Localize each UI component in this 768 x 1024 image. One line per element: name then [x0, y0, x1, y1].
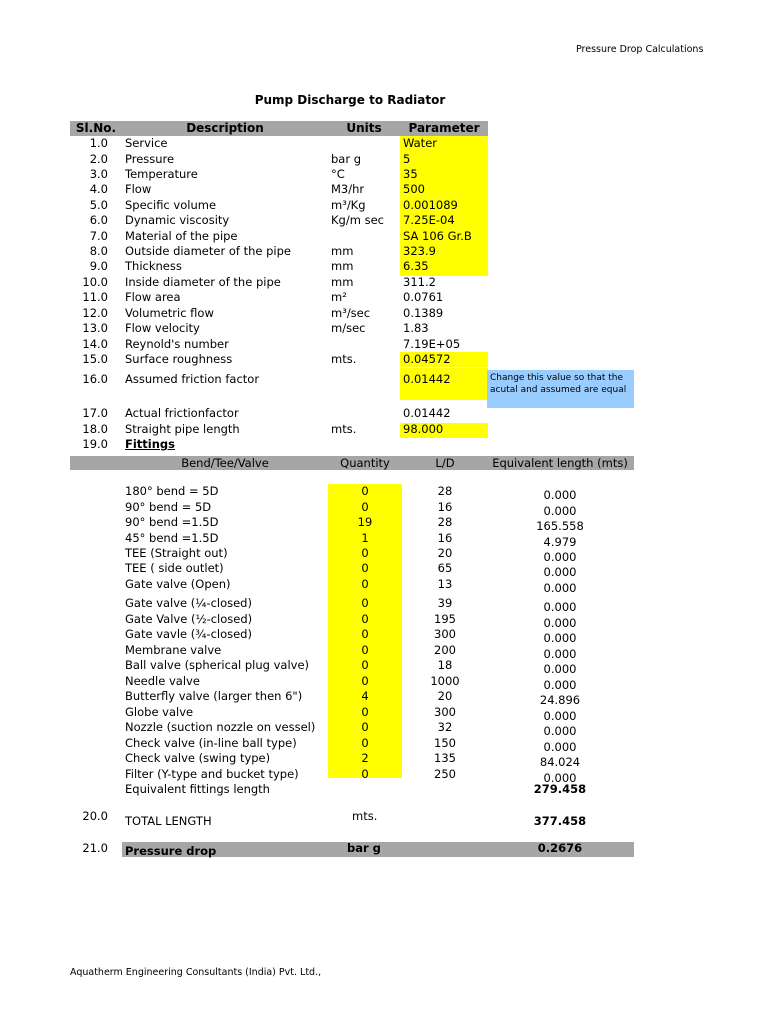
header-parameter: Parameter	[408, 121, 480, 135]
fitting-name: Gate Valve (½-closed)	[125, 612, 253, 626]
total-length-label: TOTAL LENGTH	[125, 814, 212, 828]
fitting-name: TEE ( side outlet)	[125, 561, 224, 575]
row-number: 12.0	[82, 306, 108, 320]
row-parameter: 1.83	[403, 321, 429, 335]
row-number: 7.0	[89, 229, 108, 243]
fitting-equiv-length: 0.000	[543, 581, 577, 595]
header-units: Units	[346, 121, 382, 135]
row-description: Volumetric flow	[125, 306, 214, 320]
row-unit: °C	[331, 167, 345, 181]
pressure-drop-value: 0.2676	[537, 841, 583, 855]
fitting-equiv-length: 165.558	[536, 519, 584, 533]
row-parameter: 0.0761	[403, 290, 444, 304]
fitting-equiv-length: 0.000	[543, 724, 577, 738]
fitting-quantity: 19	[357, 515, 373, 529]
pressure-drop-unit: bar g	[347, 841, 381, 855]
fitting-equiv-length: 0.000	[543, 647, 577, 661]
total-length-no: 20.0	[82, 809, 108, 823]
fitting-quantity: 0	[361, 612, 369, 626]
fitting-quantity: 0	[361, 658, 369, 672]
fitting-quantity: 0	[361, 546, 369, 560]
fitting-ld: 32	[437, 720, 453, 734]
fitting-ld: 20	[437, 689, 453, 703]
fitting-quantity: 0	[361, 720, 369, 734]
fitting-quantity: 0	[361, 561, 369, 575]
friction-factor-note: Change this value so that the acutal and assumed are equal	[487, 370, 634, 408]
fitting-equiv-length: 0.000	[543, 662, 577, 676]
fitting-ld: 300	[434, 705, 456, 719]
page-title: Pump Discharge to Radiator	[254, 93, 446, 107]
pressure-drop-no: 21.0	[82, 841, 108, 855]
fitting-ld: 65	[437, 561, 453, 575]
row-parameter: 6.35	[403, 259, 429, 273]
row-description: Specific volume	[125, 198, 217, 212]
row-parameter: 0.04572	[403, 352, 451, 366]
row-description: Flow velocity	[125, 321, 200, 335]
fitting-ld: 195	[434, 612, 456, 626]
fitting-quantity: 0	[361, 627, 369, 641]
fitting-name: Gate valve (¼-closed)	[125, 596, 252, 610]
row-description: Pressure	[125, 152, 175, 166]
row-number: 9.0	[89, 259, 108, 273]
fitting-quantity: 4	[361, 689, 369, 703]
fitting-quantity: 1	[361, 531, 369, 545]
fitting-equiv-length: 0.000	[543, 504, 577, 518]
row-parameter: 5	[403, 152, 411, 166]
row-unit: m³/sec	[331, 306, 371, 320]
row-description: Surface roughness	[125, 352, 233, 366]
fitting-equiv-length: 0.000	[543, 709, 577, 723]
row-description: Temperature	[125, 167, 198, 181]
row-number: 11.0	[82, 290, 108, 304]
fitting-quantity: 0	[361, 674, 369, 688]
row-description: Assumed friction factor	[125, 372, 260, 386]
row-number: 1.0	[89, 136, 108, 150]
fitting-quantity: 0	[361, 736, 369, 750]
fitting-quantity: 0	[361, 596, 369, 610]
fitting-ld: 28	[437, 515, 453, 529]
row-unit: mts.	[331, 352, 357, 366]
row-number: 5.0	[89, 198, 108, 212]
company-footer: Aquatherm Engineering Consultants (India) Pvt. Ltd.,	[70, 967, 322, 978]
row-unit: bar g	[331, 152, 362, 166]
fitting-name: Needle valve	[125, 674, 200, 688]
row-description: Thickness	[125, 259, 182, 273]
fitting-quantity: 0	[361, 767, 369, 781]
fitting-name: Check valve (in-line ball type)	[125, 736, 297, 750]
document-header: Pressure Drop Calculations	[576, 44, 704, 55]
total-length-value: 377.458	[533, 814, 587, 828]
fittings-header-quantity: Quantity	[340, 456, 390, 470]
fitting-ld: 13	[437, 577, 453, 591]
row-parameter: 0.01442	[403, 406, 451, 420]
fitting-quantity: 0	[361, 484, 369, 498]
row-description: Service	[125, 136, 168, 150]
row-description: Outside diameter of the pipe	[125, 244, 291, 258]
row-parameter: SA 106 Gr.B	[403, 229, 472, 243]
header-description: Description	[186, 121, 264, 135]
row-description: Flow	[125, 182, 152, 196]
fitting-ld: 16	[437, 531, 453, 545]
fittings-header-equiv: Equivalent length (mts)	[492, 456, 628, 470]
row-number: 4.0	[89, 182, 108, 196]
fitting-name: Globe valve	[125, 705, 194, 719]
fitting-equiv-length: 0.000	[543, 771, 577, 785]
fitting-equiv-length: 0.000	[543, 550, 577, 564]
row-number: 14.0	[82, 337, 108, 351]
fitting-ld: 150	[434, 736, 456, 750]
fitting-equiv-length: 84.024	[539, 755, 581, 769]
row-unit: m/sec	[331, 321, 366, 335]
row-parameter: Water	[403, 136, 437, 150]
fitting-quantity: 0	[361, 500, 369, 514]
fitting-name: Gate valve (Open)	[125, 577, 231, 591]
fitting-name: Ball valve (spherical plug valve)	[125, 658, 310, 672]
row-unit: m²	[331, 290, 347, 304]
row-number: 2.0	[89, 152, 108, 166]
row-parameter: 7.25E-04	[403, 213, 455, 227]
fitting-name: Check valve (swing type)	[125, 751, 271, 765]
row-number: 18.0	[82, 422, 108, 436]
header-sl-no: Sl.No.	[75, 121, 117, 135]
row-unit: mm	[331, 275, 354, 289]
fitting-ld: 200	[434, 643, 456, 657]
fittings-header-name: Bend/Tee/Valve	[181, 456, 269, 470]
row-unit: mm	[331, 244, 354, 258]
fitting-ld: 18	[437, 658, 453, 672]
equiv-fittings-value: 279.458	[533, 782, 587, 796]
row-description: Dynamic viscosity	[125, 213, 230, 227]
fitting-ld: 300	[434, 627, 456, 641]
fitting-ld: 39	[437, 596, 453, 610]
row-number: 16.0	[82, 372, 108, 386]
row-unit: Kg/m sec	[331, 213, 384, 227]
fitting-ld: 20	[437, 546, 453, 560]
row-parameter: 7.19E+05	[403, 337, 461, 351]
row-description: Inside diameter of the pipe	[125, 275, 281, 289]
fitting-quantity: 0	[361, 705, 369, 719]
fitting-name: Butterfly valve (larger then 6")	[125, 689, 303, 703]
row-number: 8.0	[89, 244, 108, 258]
fittings-header-ld: L/D	[435, 456, 455, 470]
fitting-name: 90° bend = 5D	[125, 500, 212, 514]
row-number: 15.0	[82, 352, 108, 366]
fitting-equiv-length: 0.000	[543, 616, 577, 630]
fitting-ld: 16	[437, 500, 453, 514]
row-unit: m³/Kg	[331, 198, 366, 212]
row-description: Reynold's number	[125, 337, 229, 351]
fitting-name: 90° bend =1.5D	[125, 515, 219, 529]
fitting-ld: 250	[434, 767, 456, 781]
fitting-name: Membrane valve	[125, 643, 222, 657]
row-description: Actual frictionfactor	[125, 406, 239, 420]
fitting-name: Gate vavle (¾-closed)	[125, 627, 252, 641]
row-parameter: 0.1389	[403, 306, 444, 320]
row-parameter: 0.01442	[403, 372, 451, 386]
row-description: Straight pipe length	[125, 422, 240, 436]
row-description: Fittings	[125, 437, 175, 451]
fitting-name: 180° bend = 5D	[125, 484, 219, 498]
row-description: Material of the pipe	[125, 229, 238, 243]
row-number: 3.0	[89, 167, 108, 181]
row-parameter: 500	[403, 182, 425, 196]
fitting-name: TEE (Straight out)	[125, 546, 228, 560]
fitting-ld: 28	[437, 484, 453, 498]
fitting-name: 45° bend =1.5D	[125, 531, 219, 545]
row-unit: mts.	[331, 422, 357, 436]
fitting-equiv-length: 0.000	[543, 678, 577, 692]
fitting-quantity: 0	[361, 643, 369, 657]
total-length-unit: mts.	[352, 809, 378, 823]
fitting-equiv-length: 0.000	[543, 565, 577, 579]
fitting-equiv-length: 0.000	[543, 740, 577, 754]
row-parameter: 323.9	[403, 244, 436, 258]
row-parameter: 98.000	[403, 422, 444, 436]
row-parameter: 311.2	[403, 275, 436, 289]
pressure-drop-label: Pressure drop	[125, 844, 217, 858]
fitting-equiv-length: 0.000	[543, 488, 577, 502]
row-number: 13.0	[82, 321, 108, 335]
row-number: 10.0	[82, 275, 108, 289]
fitting-quantity: 2	[361, 751, 369, 765]
row-parameter: 0.001089	[403, 198, 458, 212]
row-parameter: 35	[403, 167, 418, 181]
row-number: 17.0	[82, 406, 108, 420]
row-number: 6.0	[89, 213, 108, 227]
fitting-ld: 1000	[430, 674, 460, 688]
fitting-equiv-length: 24.896	[539, 693, 581, 707]
fitting-ld: 135	[434, 751, 456, 765]
fitting-name: Filter (Y-type and bucket type)	[125, 767, 299, 781]
row-unit: M3/hr	[331, 182, 365, 196]
fitting-name: Nozzle (suction nozzle on vessel)	[125, 720, 316, 734]
fitting-quantity: 0	[361, 577, 369, 591]
fitting-equiv-length: 0.000	[543, 631, 577, 645]
equiv-fittings-label: Equivalent fittings length	[125, 782, 270, 796]
row-unit: mm	[331, 259, 354, 273]
row-number: 19.0	[82, 437, 108, 451]
fitting-equiv-length: 4.979	[543, 535, 577, 549]
fitting-equiv-length: 0.000	[543, 600, 577, 614]
row-description: Flow area	[125, 290, 181, 304]
